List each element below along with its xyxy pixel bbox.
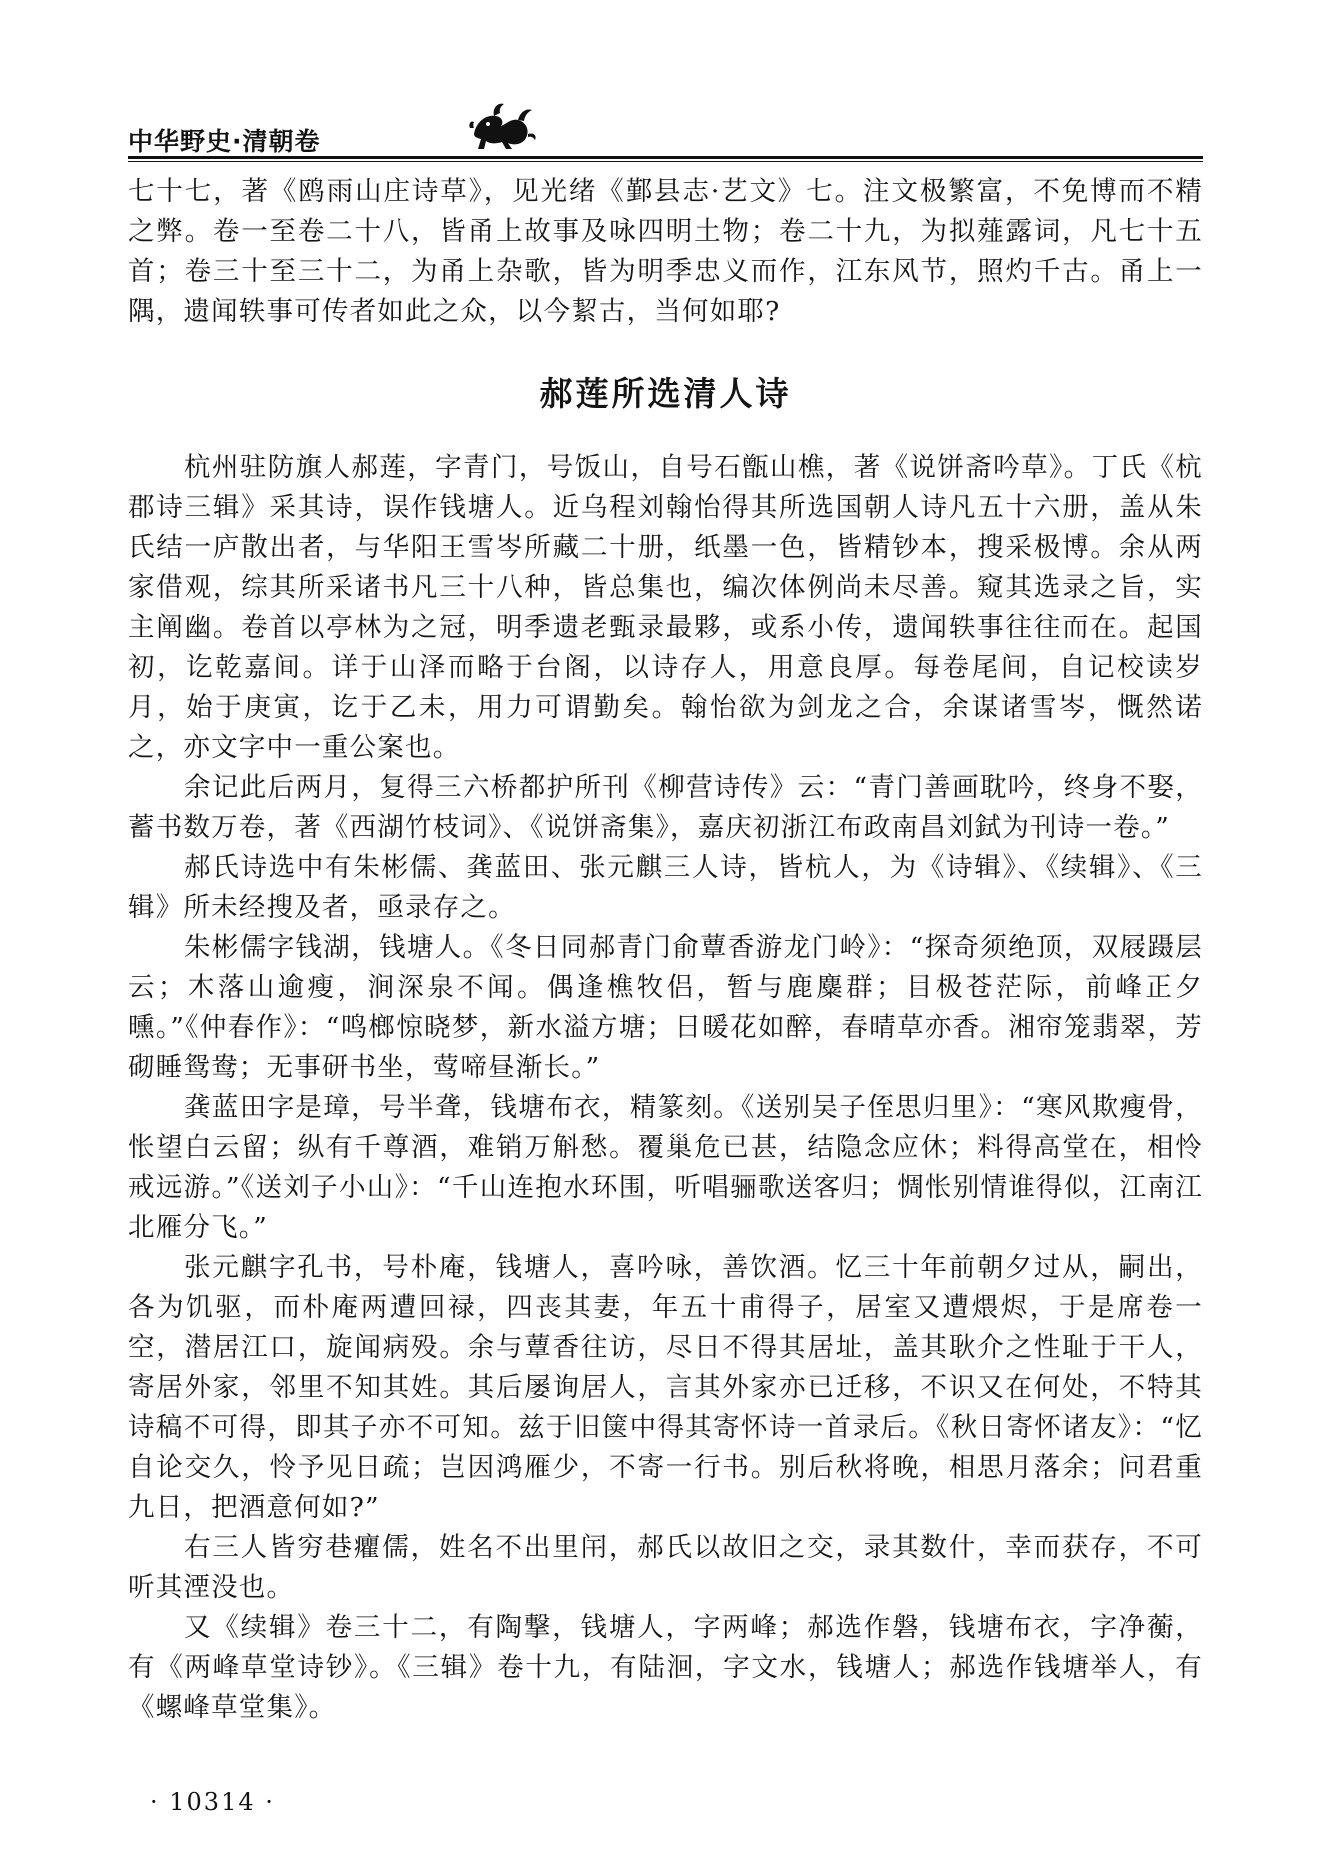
page-body xyxy=(128,172,1203,1728)
body-paragraph: 右三人皆穷巷癯儒，姓名不出里闬，郝氏以故旧之交，录其数什，幸而获存，不可听其湮没也。 xyxy=(128,1532,1203,1603)
running-title: 中华野史·清朝卷 xyxy=(128,127,321,156)
body-paragraph: 杭州驻防旗人郝莲，字青门，号饭山，自号石甑山樵，著《说饼斋吟草》。丁氏《杭郡诗三辑》采其诗，误作钱塘人。近乌程刘翰怡得其所选国朝人诗凡五十六册，盖从朱氏结一庐散出者，与华阳王雪岑所藏二十册，纸墨一色，皆精钞本，搜采极博。余从两家借观，综其所采诸书凡三十八种，皆总集也，编次体例尚未尽善。窥其选录之旨，实主阐幽。卷首以亭林为之冠，明季遗老甄录最夥，或系小传，遗闻轶事往往而在。起国初，讫乾嘉间。详于山泽而略于台阁，以诗存人，用意良厚。每卷尾间，自记校读岁月，始于庚寅，讫于乙未，用力可谓勤矣。翰怡欲为剑龙之合，余谋诸雪岑，慨然诺之，亦文字中一重公案也。 xyxy=(128,452,1203,763)
header-rule xyxy=(128,156,1203,159)
body-paragraph: 郝氏诗选中有朱彬儒、龚蓝田、张元麒三人诗，皆杭人，为《诗辑》、《续辑》、《三辑》所未经搜及者，亟录存之。 xyxy=(128,852,1203,923)
body-paragraph: 余记此后两月，复得三六桥都护所刊《柳营诗传》云：“青门善画耽吟，终身不娶，蓄书数万卷，著《西湖竹枝词》、《说饼斋集》，嘉庆初浙江布政南昌刘鉽为刊诗一卷。” xyxy=(128,772,1203,843)
dragon-emblem-icon xyxy=(468,94,538,154)
header-rule-thin xyxy=(128,161,1203,162)
page-number: · 10314 · xyxy=(150,1788,275,1816)
body-paragraph: 龚蓝田字是璋，号半聋，钱塘布衣，精篆刻。《送别吴子侄思归里》：“寒风欺瘦骨，怅望白云留；纵有千尊酒，难销万斛愁。覆巢危已甚，结隐念应休；料得高堂在，相怜戒远游。”《送刘子小山》：“千山连抱水环围，听唱骊歌送客归；惆怅别情谁得似，江南江北雁分飞。” xyxy=(128,1092,1203,1243)
intro-paragraph: 七十七，著《鸥雨山庄诗草》，见光绪《鄞县志·艺文》七。注文极繁富，不免博而不精之弊。卷一至卷二十八，皆甬上故事及咏四明土物；卷二十九，为拟薤露词，凡七十五首；卷三十至三十二，为甬上杂歌，皆为明季忠义而作，江东风节，照灼千古。甬上一隅，遗闻轶事可传者如此之众，以今絜古，当何如耶? xyxy=(128,176,1203,327)
body-paragraph: 朱彬儒字钱湖，钱塘人。《冬日同郝青门俞蕈香游龙门岭》：“探奇须绝顶，双屐蹑层云；木落山逾瘦，涧深泉不闻。偶逢樵牧侣，暂与鹿麋群；目极苍茫际，前峰正夕曛。”《仲春作》：“鸣榔惊晓梦，新水溢方塘；日暖花如醉，春晴草亦香。湘帘笼翡翠，芳砌睡鸳鸯；无事研书坐，莺啼昼渐长。” xyxy=(128,932,1203,1083)
body-paragraph: 又《续辑》卷三十二，有陶撃，钱塘人，字两峰；郝选作磐，钱塘布衣，字净蘅，有《两峰草堂诗钞》。《三辑》卷十九，有陆洄，字文水，钱塘人；郝选作钱塘举人，有《螺峰草堂集》。 xyxy=(128,1612,1203,1723)
page-header xyxy=(128,100,1203,160)
body-paragraph: 张元麒字孔书，号朴庵，钱塘人，喜吟咏，善饮酒。忆三十年前朝夕过从，嗣出，各为饥驱，而朴庵两遭回禄，四丧其妻，年五十甫得子，居室又遭煨烬，于是席卷一空，潜居江口，旋闻病殁。余与蕈香往访，尽日不得其居址，盖其耿介之性耻于干人，寄居外家，邻里不知其姓。其后屡询居人，言其外家亦已迁移，不识又在何处，不特其诗稿不可得，即其子亦不可知。兹于旧箧中得其寄怀诗一首录后。《秋日寄怀诸友》：“忆自论交久，怜予见日疏；岂因鸿雁少，不寄一行书。别后秋将晚，相思月落余；问君重九日，把酒意何如?” xyxy=(128,1252,1203,1523)
section-title: 郝莲所选清人诗 xyxy=(539,374,792,413)
